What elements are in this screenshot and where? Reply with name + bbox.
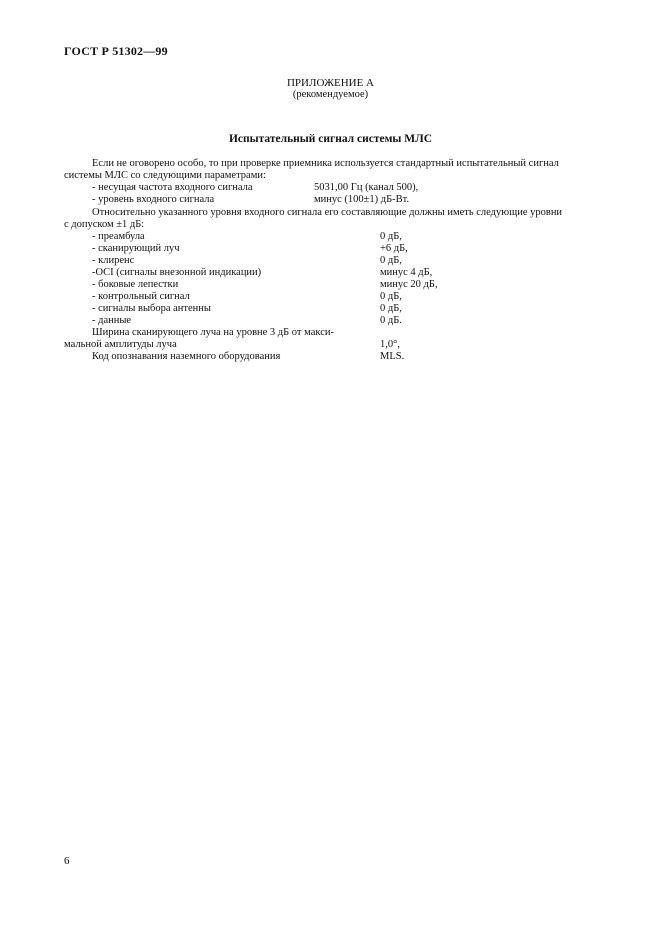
level-label: -OCI (сигналы внезонной индикации) <box>92 267 262 278</box>
level-value: 0 дБ, <box>380 231 402 242</box>
param-value: минус (100±1) дБ-Вт. <box>314 194 410 205</box>
level-value: +6 дБ, <box>380 243 408 254</box>
beam-width-line-2: мальной амплитуды луча <box>64 339 177 350</box>
section-title: Испытательный сигнал системы МЛС <box>228 133 433 145</box>
level-label: - контрольный сигнал <box>92 291 190 302</box>
level-label: - сигналы выбора антенны <box>92 303 211 314</box>
intro-line-2: системы МЛС со следующими параметрами: <box>64 170 266 181</box>
level-value: минус 4 дБ, <box>380 267 433 278</box>
level-label: - преамбула <box>92 231 145 242</box>
param-label: - несущая частота входного сигнала <box>92 182 253 193</box>
page-number: 6 <box>64 855 70 867</box>
levels-intro-line-1: Относительно указанного уровня входного сигнала его составляющие должны иметь следующие уровни <box>92 207 563 218</box>
intro-line-1: Если не оговорено особо, то при проверке приемника используется стандартный испытательный сигнал <box>92 158 559 169</box>
appendix-title: ПРИЛОЖЕНИЕ А <box>286 77 374 89</box>
level-label: - данные <box>92 315 132 326</box>
levels-intro-line-2: с допуском ±1 дБ: <box>64 219 145 230</box>
level-label: - боковые лепестки <box>92 279 179 290</box>
beam-width-line-1: Ширина сканирующего луча на уровне 3 дБ от макси- <box>92 327 334 338</box>
level-value: 0 дБ. <box>380 315 402 326</box>
ident-value: MLS. <box>380 351 405 362</box>
level-label: - сканирующий луч <box>92 243 180 254</box>
param-value: 5031,00 Гц (канал 500), <box>314 182 419 193</box>
level-label: - клиренс <box>92 255 135 266</box>
level-value: 0 дБ, <box>380 291 402 302</box>
level-value: 0 дБ, <box>380 255 402 266</box>
ident-label: Код опознавания наземного оборудования <box>92 351 281 362</box>
standard-header: ГОСТ Р 51302—99 <box>64 44 168 58</box>
beam-width-value: 1,0°, <box>380 339 400 350</box>
appendix-subtitle: (рекомендуемое) <box>292 89 369 100</box>
param-label: - уровень входного сигнала <box>92 194 215 205</box>
level-value: 0 дБ, <box>380 303 402 314</box>
level-value: минус 20 дБ, <box>380 279 438 290</box>
